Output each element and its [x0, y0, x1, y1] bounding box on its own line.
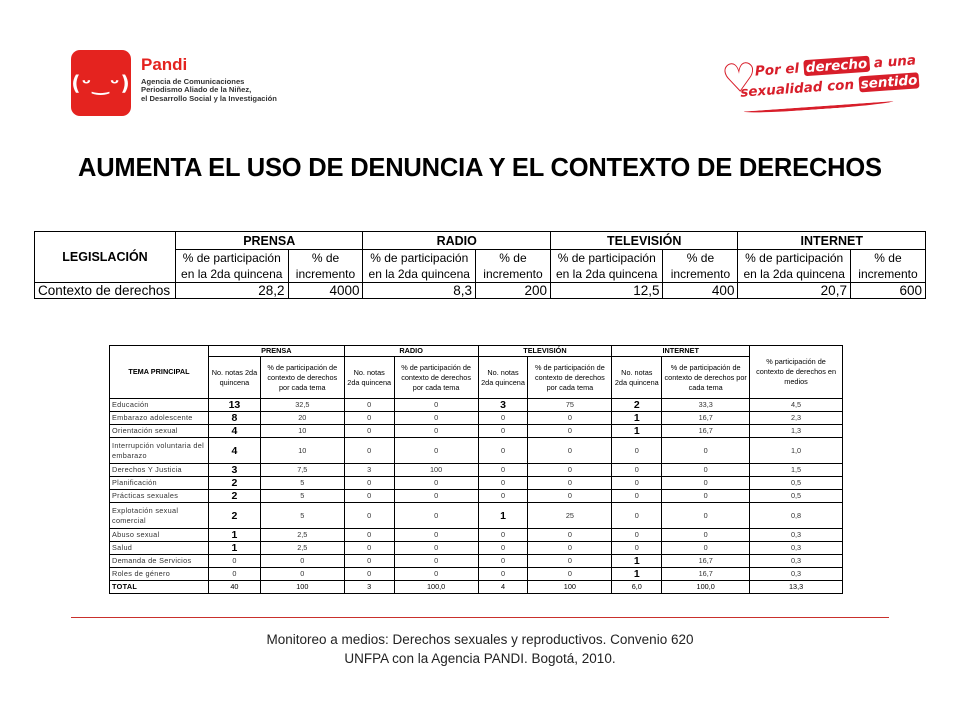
- table-cell: 0,3: [750, 568, 843, 581]
- total-cell: 100,0: [394, 581, 478, 594]
- table-cell: 16,7: [662, 568, 750, 581]
- table-cell: 0: [612, 464, 662, 477]
- topic-label: Explotación sexual comercial: [110, 503, 209, 529]
- table-cell: 0: [394, 529, 478, 542]
- table-cell: 0: [344, 425, 394, 438]
- table-row: [110, 555, 843, 568]
- table-row: [110, 412, 843, 425]
- table-cell: 0: [260, 555, 344, 568]
- campaign-highlight-2: sentido: [860, 72, 918, 93]
- table-cell: 5: [260, 503, 344, 529]
- t2-sub-notes: No. notas 2da quincena: [478, 357, 528, 399]
- table-cell: 1: [612, 425, 662, 438]
- table-cell: 0: [394, 503, 478, 529]
- table-cell: 0: [394, 542, 478, 555]
- table-cell: 0: [394, 568, 478, 581]
- t2-media-participation-header: % participación de contexto de derechos en medios: [750, 346, 843, 399]
- table-cell: 0: [478, 412, 528, 425]
- t1-cell: 4000: [288, 283, 363, 299]
- topic-table: [109, 345, 843, 594]
- table-cell: 0,3: [750, 555, 843, 568]
- table-cell: 33,3: [662, 399, 750, 412]
- total-cell: 6,0: [612, 581, 662, 594]
- table-cell: 0: [478, 438, 528, 464]
- table-cell: 0: [394, 555, 478, 568]
- t1-cell: 600: [850, 283, 925, 299]
- table-cell: 10: [260, 438, 344, 464]
- table-cell: 0: [260, 568, 344, 581]
- t2-sub-notes: No. notas 2da quincena: [208, 357, 260, 399]
- t2-sub-notes: No. notas 2da quincena: [612, 357, 662, 399]
- t1-group-internet: INTERNET: [738, 232, 926, 250]
- campaign-text-1b: a una: [873, 52, 917, 72]
- table-cell: 0: [394, 425, 478, 438]
- table-cell: 0: [528, 412, 612, 425]
- table-cell: 0: [662, 542, 750, 555]
- table-cell: 20: [260, 412, 344, 425]
- t2-group-radio: RADIO: [344, 346, 478, 357]
- table-cell: 4: [208, 425, 260, 438]
- table-row: [110, 477, 843, 490]
- table-cell: 2: [208, 490, 260, 503]
- pandi-text: [141, 56, 277, 104]
- table-cell: 0: [662, 438, 750, 464]
- page-title: AUMENTA EL USO DE DENUNCIA Y EL CONTEXTO DE DERECHOS: [78, 154, 882, 182]
- table-row: [110, 542, 843, 555]
- pandi-logo: [71, 50, 277, 116]
- table-cell: 0: [528, 568, 612, 581]
- pandi-name: Pandi: [141, 55, 188, 74]
- table-cell: 0: [528, 490, 612, 503]
- table-cell: 1,0: [750, 438, 843, 464]
- table-cell: 1: [208, 529, 260, 542]
- table-cell: 0: [662, 503, 750, 529]
- table-cell: 0: [478, 490, 528, 503]
- t2-group-television: TELEVISIÓN: [478, 346, 612, 357]
- table-cell: 0: [662, 464, 750, 477]
- footer-divider: [71, 617, 889, 618]
- topic-label: Derechos Y Justicia: [110, 464, 209, 477]
- t1-group-prensa: PRENSA: [176, 232, 363, 250]
- table-cell: 0: [344, 490, 394, 503]
- table-cell: 0: [528, 464, 612, 477]
- table-cell: 0: [344, 438, 394, 464]
- footer-line-2: UNFPA con la Agencia PANDI. Bogotá, 2010.: [344, 651, 616, 666]
- table-cell: 0,3: [750, 542, 843, 555]
- total-cell: 100: [260, 581, 344, 594]
- table-cell: 0: [394, 412, 478, 425]
- table-cell: 0,5: [750, 477, 843, 490]
- heart-icon: ♡: [719, 55, 759, 102]
- topic-table-body: [110, 399, 843, 594]
- t1-cell: 28,2: [176, 283, 289, 299]
- table-cell: 0: [612, 529, 662, 542]
- t1-cell: 20,7: [738, 283, 851, 299]
- t1-sub-participation: % de participación en la 2da quincena: [363, 250, 476, 283]
- table-cell: 0: [612, 542, 662, 555]
- topic-label: Interrupción voluntaria del embarazo: [110, 438, 209, 464]
- table-cell: 0: [528, 438, 612, 464]
- table-cell: 5: [260, 477, 344, 490]
- t2-sub-context: % de participación de contexto de derechos por cada tema: [528, 357, 612, 399]
- table-cell: 0: [394, 477, 478, 490]
- table-cell: 3: [344, 464, 394, 477]
- total-cell: 40: [208, 581, 260, 594]
- t1-cell: 8,3: [363, 283, 476, 299]
- table-cell: 0,5: [750, 490, 843, 503]
- topic-label: Abuso sexual: [110, 529, 209, 542]
- topic-label: Planificación: [110, 477, 209, 490]
- table-cell: 8: [208, 412, 260, 425]
- table-cell: 0: [662, 529, 750, 542]
- table-cell: 2: [612, 399, 662, 412]
- table-cell: 2: [208, 477, 260, 490]
- t1-sub-participation: % de participación en la 2da quincena: [738, 250, 851, 283]
- table-cell: 13: [208, 399, 260, 412]
- table-cell: 0: [528, 542, 612, 555]
- topic-header: TEMA PRINCIPAL: [110, 346, 209, 399]
- table-cell: 10: [260, 425, 344, 438]
- table-cell: 0: [478, 555, 528, 568]
- table-cell: 0: [344, 399, 394, 412]
- topic-label: Embarazo adolescente: [110, 412, 209, 425]
- table-cell: 25: [528, 503, 612, 529]
- t1-group-television: TELEVISIÓN: [550, 232, 737, 250]
- topic-label: Salud: [110, 542, 209, 555]
- topic-label: Roles de género: [110, 568, 209, 581]
- table-cell: 1,3: [750, 425, 843, 438]
- table-cell: 16,7: [662, 555, 750, 568]
- table-cell: 0: [208, 568, 260, 581]
- t2-sub-context: % de participación de contexto de derechos por cada tema: [394, 357, 478, 399]
- table-cell: 75: [528, 399, 612, 412]
- t1-sub-participation: % de participación en la 2da quincena: [176, 250, 289, 283]
- table-cell: 32,5: [260, 399, 344, 412]
- table-cell: 0: [528, 529, 612, 542]
- table-cell: 4: [208, 438, 260, 464]
- campaign-text-2: sexualidad con: [739, 76, 855, 101]
- table-cell: 2,5: [260, 542, 344, 555]
- t2-sub-context: % de participación de contexto de derechos por cada tema: [260, 357, 344, 399]
- table-row-total: [110, 581, 843, 594]
- t1-sub-increment: % de incremento: [475, 250, 550, 283]
- t1-row-label: Contexto de derechos: [35, 283, 176, 299]
- pandi-tagline-2: Periodismo Aliado de la Niñez,: [141, 85, 252, 95]
- campaign-text-1: Por el: [754, 60, 800, 80]
- table-cell: 1,5: [750, 464, 843, 477]
- table-cell: 1: [612, 555, 662, 568]
- total-cell: 3: [344, 581, 394, 594]
- table-cell: 0: [612, 477, 662, 490]
- pandi-smiley-icon: (ᵕ‿ᵕ): [71, 50, 131, 116]
- table-row: [110, 464, 843, 477]
- table-cell: 0: [478, 529, 528, 542]
- table-row: [110, 568, 843, 581]
- table-cell: 0: [612, 438, 662, 464]
- footer: [100, 630, 860, 668]
- topic-label: Demanda de Servicios: [110, 555, 209, 568]
- table-cell: 0: [662, 477, 750, 490]
- table-cell: 5: [260, 490, 344, 503]
- table-cell: 1: [478, 503, 528, 529]
- table-cell: 0: [344, 503, 394, 529]
- topic-label: Orientación sexual: [110, 425, 209, 438]
- total-label: TOTAL: [110, 581, 209, 594]
- topic-label: Educación: [110, 399, 209, 412]
- t1-group-radio: RADIO: [363, 232, 550, 250]
- table-cell: 4,5: [750, 399, 843, 412]
- table-cell: 0,8: [750, 503, 843, 529]
- t2-group-internet: INTERNET: [612, 346, 750, 357]
- table-row: [110, 425, 843, 438]
- table-cell: 0: [394, 490, 478, 503]
- table-cell: 0: [662, 490, 750, 503]
- total-cell: 100,0: [662, 581, 750, 594]
- table-cell: 3: [208, 464, 260, 477]
- table-cell: 2,5: [260, 529, 344, 542]
- table-cell: 0: [478, 542, 528, 555]
- campaign-swoosh: [743, 98, 893, 114]
- table-cell: 2,3: [750, 412, 843, 425]
- t1-sub-participation: % de participación en la 2da quincena: [550, 250, 663, 283]
- table-cell: 1: [208, 542, 260, 555]
- pandi-tagline-3: el Desarrollo Social y la Investigación: [141, 94, 277, 104]
- t1-sub-increment: % de incremento: [663, 250, 738, 283]
- t2-group-prensa: PRENSA: [208, 346, 344, 357]
- table-row: [110, 399, 843, 412]
- table-cell: 0: [612, 503, 662, 529]
- t1-cell: 400: [663, 283, 738, 299]
- table-cell: 0,3: [750, 529, 843, 542]
- table-cell: 0: [528, 555, 612, 568]
- t2-sub-context: % de participación de contexto de derechos por cada tema: [662, 357, 750, 399]
- t1-sub-increment: % de incremento: [288, 250, 363, 283]
- table-row: [110, 438, 843, 464]
- table-row: [110, 529, 843, 542]
- table-cell: 2: [208, 503, 260, 529]
- table-cell: 0: [478, 464, 528, 477]
- table-cell: 100: [394, 464, 478, 477]
- table-row: [110, 490, 843, 503]
- table-cell: 0: [528, 477, 612, 490]
- total-cell: 100: [528, 581, 612, 594]
- table-cell: 0: [208, 555, 260, 568]
- table-cell: 0: [344, 542, 394, 555]
- table-cell: 0: [478, 425, 528, 438]
- legislation-header: LEGISLACIÓN: [35, 232, 176, 283]
- table-cell: 0: [478, 568, 528, 581]
- t1-sub-increment: % de incremento: [850, 250, 925, 283]
- table-cell: 0: [612, 490, 662, 503]
- table-cell: 0: [394, 438, 478, 464]
- table-row: [35, 283, 926, 299]
- table-cell: 0: [344, 477, 394, 490]
- topic-label: Prácticas sexuales: [110, 490, 209, 503]
- table-cell: 0: [478, 477, 528, 490]
- table-cell: 0: [528, 425, 612, 438]
- campaign-highlight-1: derecho: [805, 55, 868, 77]
- t2-sub-notes: No. notas 2da quincena: [344, 357, 394, 399]
- table-cell: 0: [344, 555, 394, 568]
- table-cell: 0: [344, 529, 394, 542]
- table-cell: 1: [612, 412, 662, 425]
- campaign-logo: [719, 46, 918, 124]
- total-cell: 4: [478, 581, 528, 594]
- legislation-table: [34, 231, 926, 299]
- table-row: [110, 503, 843, 529]
- total-cell: 13,3: [750, 581, 843, 594]
- table-cell: 0: [344, 412, 394, 425]
- table-cell: 0: [344, 568, 394, 581]
- table-cell: 16,7: [662, 425, 750, 438]
- t1-cell: 200: [475, 283, 550, 299]
- table-cell: 3: [478, 399, 528, 412]
- footer-line-1: Monitoreo a medios: Derechos sexuales y reproductivos. Convenio 620: [266, 632, 694, 647]
- table-cell: 7,5: [260, 464, 344, 477]
- table-cell: 16,7: [662, 412, 750, 425]
- table-cell: 1: [612, 568, 662, 581]
- pandi-tagline-1: Agencia de Comunicaciones: [141, 76, 245, 86]
- table-cell: 0: [394, 399, 478, 412]
- t1-cell: 12,5: [550, 283, 663, 299]
